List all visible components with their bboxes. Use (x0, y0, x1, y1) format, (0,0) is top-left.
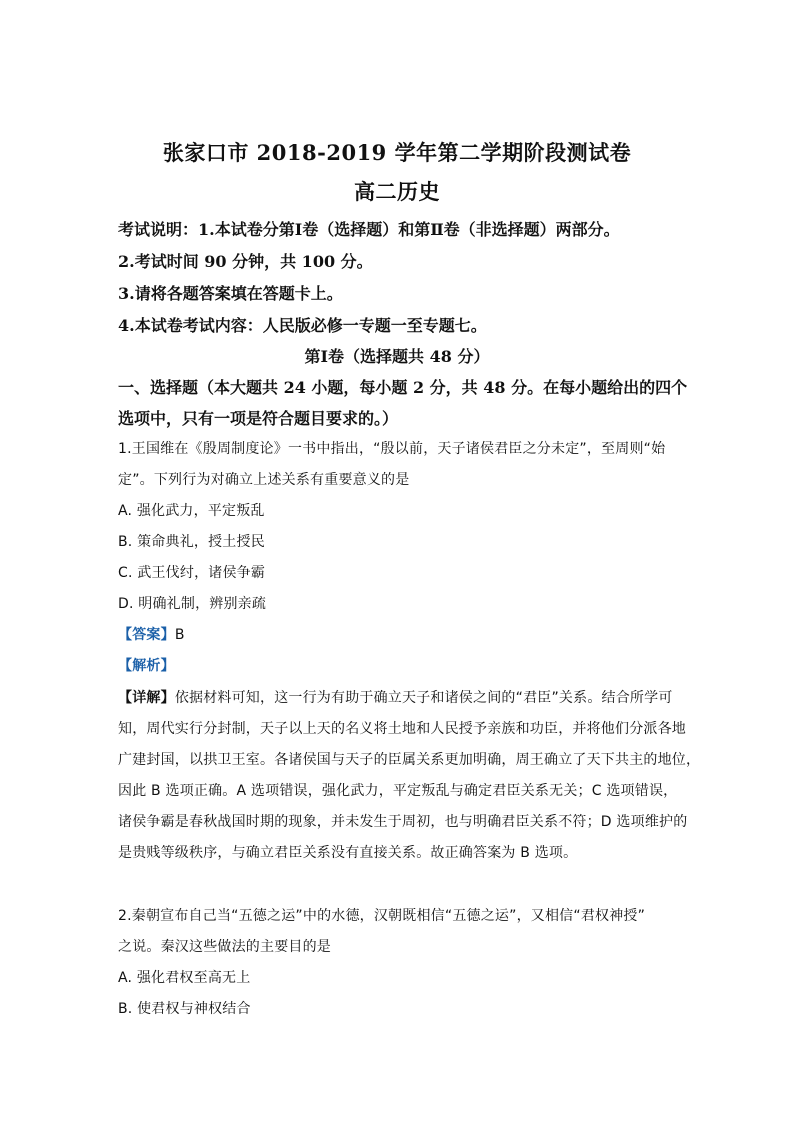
detail-text: 依据材料可知，这一行为有助于确立天子和诸侯之间的“君臣”关系。结合所学可 (174, 690, 673, 706)
document-title: 张家口市 2018-2019 学年第二学期阶段测试卷 (162, 140, 632, 165)
instruction-line: 3.请将各题答案填在答题卡上。 (118, 284, 343, 303)
question-2-stem: 之说。秦汉这些做法的主要目的是 (118, 939, 331, 955)
instruction-line: 2.考试时间 90 分钟，共 100 分。 (118, 252, 373, 271)
detail-line (118, 687, 678, 707)
question-1-stem: 1.王国维在《殷周制度论》一书中指出，“殷以前，天子诸侯君臣之分未定”，至周则“始 (118, 441, 666, 457)
question-1-option-a: A. 强化武力，平定叛乱 (118, 503, 265, 519)
question-2-option-a: A. 强化君权至高无上 (118, 970, 251, 986)
answer-tag: 【答案】 (118, 627, 175, 643)
question-2-option-b: B. 使君权与神权结合 (118, 1001, 251, 1017)
analysis-tag: 【解析】 (118, 658, 175, 674)
answer-value: B (174, 627, 185, 643)
document-subtitle: 高二历史 (354, 179, 440, 204)
detail-line: 诸侯争霸是春秋战国时期的现象，并未发生于周初，也与明确君臣关系不符；D 选项维护的 (118, 814, 688, 830)
instruction-line: 考试说明：1.本试卷分第Ⅰ卷（选择题）和第Ⅱ卷（非选择题）两部分。 (118, 220, 620, 239)
analysis-line (118, 655, 678, 675)
instruction-line: 4.本试卷考试内容：人民版必修一专题一至专题七。 (118, 316, 487, 335)
question-1-option-c: C. 武王伐纣，诸侯争霸 (118, 565, 266, 581)
detail-line: 是贵贱等级秩序，与确立君臣关系没有直接关系。故正确答案为 B 选项。 (118, 845, 578, 861)
question-1-option-d: D. 明确礼制，辨别亲疏 (118, 596, 267, 612)
detail-tag: 【详解】 (118, 690, 175, 706)
section-intro: 一、选择题（本大题共 24 小题，每小题 2 分，共 48 分。在每小题给出的四个 (118, 378, 688, 397)
section-intro: 选项中，只有一项是符合题目要求的。） (118, 409, 399, 428)
detail-line: 广建封国，以拱卫王室。各诸侯国与天子的臣属关系更加明确，周王确立了天下共主的地位， (118, 752, 701, 768)
question-2-stem: 2.秦朝宣布自己当“五德之运”中的水德，汉朝既相信“五德之运”，又相信“君权神授” (118, 908, 646, 924)
section-heading: 第Ⅰ卷（选择题共 48 分） (304, 347, 490, 366)
question-1-stem: 定”。下列行为对确立上述关系有重要意义的是 (118, 472, 410, 488)
answer-line (118, 624, 678, 644)
detail-line: 知，周代实行分封制，天子以上天的名义将土地和人民授予亲族和功臣，并将他们分派各地 (118, 721, 686, 737)
detail-line: 因此 B 选项正确。A 选项错误，强化武力，平定叛乱与确定君臣关系无关；C 选项错误， (118, 783, 678, 799)
question-1-option-b: B. 策命典礼，授土授民 (118, 534, 265, 550)
